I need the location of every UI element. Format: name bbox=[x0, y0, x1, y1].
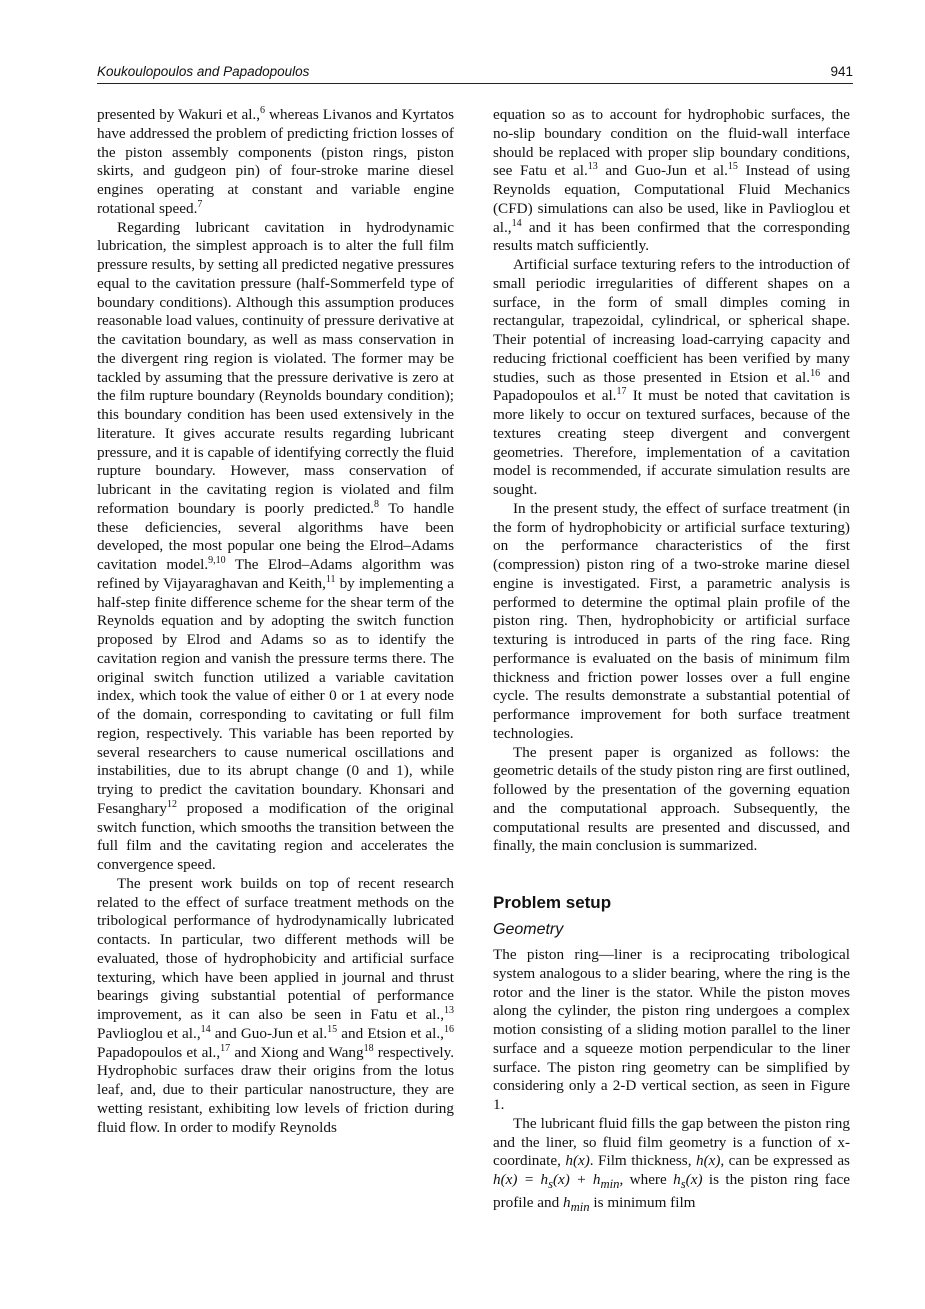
text-run: is minimum film bbox=[589, 1193, 696, 1211]
citation-ref: 12 bbox=[167, 798, 178, 810]
text-run: and Guo-Jun et al. bbox=[210, 1024, 328, 1042]
text-run: The present work builds on top of recent research related to the effect of surface treatment methods on the tribological performance of hydrodynamically lubricated contacts. In particular, two different methods will be evaluated, those of hydrophobicity and artificial surface texturing, which have been applied in journal and thrust bearings giving substantial potential of performance improvement, as it can also be seen in Fatu et al., bbox=[97, 874, 454, 1023]
math-part: h(x) = h bbox=[493, 1171, 549, 1188]
text-run: The Elrod–Adams algorithm was refined by Vijayaraghavan and Keith, bbox=[97, 556, 454, 592]
section-title: Problem setup bbox=[493, 893, 612, 912]
citation-ref: 15 bbox=[327, 1023, 338, 1035]
paragraph: In the present study, the effect of surface treatment (in the form of hydrophobicity or artificial surface texturing) on the performance characteristics of the first (compression) piston ring of a two-stroke marine diesel engine is investigated. First, a parametric analysis is performed to determine the optimal plain profile of the piston ring. Then, hydrophobicity or artificial surface texturing is introduced in parts of the ring face. Ring performance is evaluated on the basis of minimum film thickness and friction power losses over a full engine cycle. The results demonstrate a substantial potential of performance improvement for both surface treatment technologies. bbox=[493, 499, 850, 742]
text-run: , where bbox=[619, 1171, 674, 1188]
text-run: . Film thickness, bbox=[589, 1152, 696, 1170]
text-run: proposed a modification of the original switch function, which smooths the transition between the full film and the cavitating region and accelerates the convergence speed. bbox=[97, 799, 454, 873]
citation-ref: 14 bbox=[200, 1023, 211, 1035]
math-part: h bbox=[563, 1193, 571, 1211]
text-run: Pavlioglou et al., bbox=[97, 1024, 201, 1042]
paragraph bbox=[97, 875, 454, 1138]
citation-ref: 7 bbox=[197, 198, 203, 210]
math bbox=[673, 1171, 703, 1192]
text-run: whereas Livanos and Kyrtatos have addressed the problem of predicting friction losses of the piston assembly components (piston rings, piston skirts, and gudgeon pin) of four-stroke marine diesel engines operating at constant and variable engine rotational speed. bbox=[97, 106, 454, 217]
math: h(x) bbox=[565, 1152, 590, 1170]
citation-ref: 8 bbox=[374, 498, 380, 510]
citation-ref: 16 bbox=[810, 367, 821, 379]
paragraph bbox=[493, 106, 850, 256]
text-run: and Etsion et al., bbox=[337, 1024, 444, 1042]
paragraph bbox=[493, 1115, 850, 1217]
math-subscript: min bbox=[600, 1177, 620, 1192]
paragraph bbox=[97, 106, 454, 219]
text-run: , can be expressed as bbox=[720, 1152, 850, 1170]
header-rule bbox=[97, 83, 853, 84]
text-run: presented by Wakuri et al., bbox=[97, 106, 261, 123]
citation-ref: 11 bbox=[325, 573, 336, 585]
citation-ref: 6 bbox=[260, 104, 266, 116]
text-run: To handle these deficiencies, several algorithms have been developed, the most popular one being the Elrod–Adams cavitation model. bbox=[97, 499, 454, 573]
text-run: respectively. Hydrophobic surfaces draw their origins from the lotus leaf, and, due to their particular nanostructure, they are wetting resistant, exhibiting low levels of friction during fluid flow. In order to modify Reynolds bbox=[97, 1043, 454, 1136]
text-run: Artificial surface texturing refers to the introduction of small periodic irregularities of different shapes on a surface, in the form of small dimples coming in rectangular, trapezoidal, cylindrical, or spherical shape. Their potential of increasing load-carrying capacity and reducing frictional coefficient has been verified by many studies, such as those presented in Etsion et al. bbox=[493, 256, 850, 386]
citation-ref: 15 bbox=[727, 161, 738, 173]
running-header bbox=[97, 58, 853, 84]
citation-ref: 17 bbox=[616, 386, 627, 398]
text-run: equation so as to account for hydrophobic surfaces, the no-slip boundary condition on the fluid-wall interface should be replaced with proper slip boundary conditions, see Fatu et al. bbox=[493, 106, 850, 180]
citation-ref: 17 bbox=[220, 1042, 231, 1054]
paragraph: The present paper is organized as follows: the geometric details of the study piston ring are first outlined, followed by the presentation of the governing equation and the computational approach. Subsequently, the computational results are presented and discussed, and finally, the main conclusion is summarized. bbox=[493, 743, 850, 855]
math-part: (x) + h bbox=[553, 1171, 601, 1188]
text-run: Regarding lubricant cavitation in hydrodynamic lubrication, the simplest approach is to alter the full film pressure results, by setting all predicted negative pressures equal to the cavitation pressure (half-Sommerfeld type of boundary conditions). Although this assumption produces reasonable load values, continuity of pressure derivative at the cavitation boundary, as well as mass conservation in the divergent ring region is violated. The former may be tackled by assuming that the pressure derivative is zero at the film rupture boundary (Reynolds boundary condition); this boundary condition has been used extensively in the literature. It gives accurate results regarding lubricant pressure, and it is capable of identifying correctly the fluid rupture boundary. However, mass conservation of lubricant in the cavitating region is violated and film reformation boundary is poorly predicted. bbox=[97, 218, 454, 517]
text-run: and Xiong and Wang bbox=[230, 1043, 364, 1061]
math bbox=[563, 1193, 590, 1214]
math bbox=[493, 1171, 620, 1192]
text-run: Papadopoulos et al., bbox=[97, 1043, 221, 1061]
math-part: (x) bbox=[685, 1171, 703, 1188]
citation-ref: 18 bbox=[363, 1042, 374, 1054]
right-column bbox=[493, 106, 850, 1217]
subsection-title: Geometry bbox=[493, 921, 564, 938]
page-number: 941 bbox=[830, 64, 853, 79]
math-subscript: s bbox=[548, 1177, 553, 1192]
text-run: It must be noted that cavitation is more likely to occur on textured surfaces, because of the textures creating steep divergent and convergent geometries. Therefore, implementation of a cavitation model is recommended, if accurate simulation results are sought. bbox=[493, 387, 850, 498]
citation-ref: 14 bbox=[511, 217, 522, 229]
math: h(x) bbox=[695, 1152, 721, 1170]
text-run: and it has been confirmed that the corresponding results match sufficiently. bbox=[493, 218, 850, 255]
left-column bbox=[97, 106, 454, 1137]
text-run: and Guo-Jun et al. bbox=[597, 162, 728, 180]
citation-ref: 16 bbox=[443, 1023, 454, 1035]
math-subscript: min bbox=[570, 1199, 590, 1214]
text-run: is the piston ring face profile and bbox=[493, 1171, 850, 1211]
text-run: by implementing a half-step finite difference scheme for the shear term of the Reynolds equation and by adopting the switch function proposed by Elrod and Adams so as to identify the cavitation region and vanish the pressure terms there. The original switch function utilized a variable cavitation index, which took the value of either 0 or 1 at every node of the domain, corresponding to cavitating or full film region, respectively. This variable has been reported by several researchers to cause numerical oscillations and instabilities, due to its abrupt change (0 and 1), while trying to predict the cavitation boundary. Khonsari and Fesanghary bbox=[97, 574, 455, 817]
text-run: Instead of using Reynolds equation, Computational Fluid Mechanics (CFD) simulations can also be used, like in Pavlioglou et al., bbox=[493, 162, 850, 236]
citation-ref: 13 bbox=[587, 161, 598, 173]
paragraph: The piston ring—liner is a reciprocating tribological system analogous to a slider bearing, where the ring is the rotor and the liner is the stator. While the piston moves along the cylinder, the piston ring undergoes a complex motion consisting of a sliding motion parallel to the liner surface and a squeeze motion perpendicular to the liner surface. The piston ring geometry can be simplified by considering only a 2-D vertical section, as seen in Figure 1. bbox=[493, 946, 850, 1113]
text-run: The lubricant fluid fills the gap between the piston ring and the liner, so fluid film geometry is a function of x-coordinate, bbox=[493, 1114, 850, 1170]
paragraph bbox=[97, 219, 454, 875]
citation-ref: 9,10 bbox=[208, 554, 226, 566]
running-header-authors: Koukoulopoulos and Papadopoulos bbox=[97, 64, 310, 79]
paragraph bbox=[493, 256, 850, 500]
citation-ref: 13 bbox=[444, 1004, 454, 1016]
text-run: and Papadopoulos et al. bbox=[493, 368, 850, 405]
math-subscript: s bbox=[680, 1177, 686, 1192]
math-part: h bbox=[673, 1171, 681, 1188]
